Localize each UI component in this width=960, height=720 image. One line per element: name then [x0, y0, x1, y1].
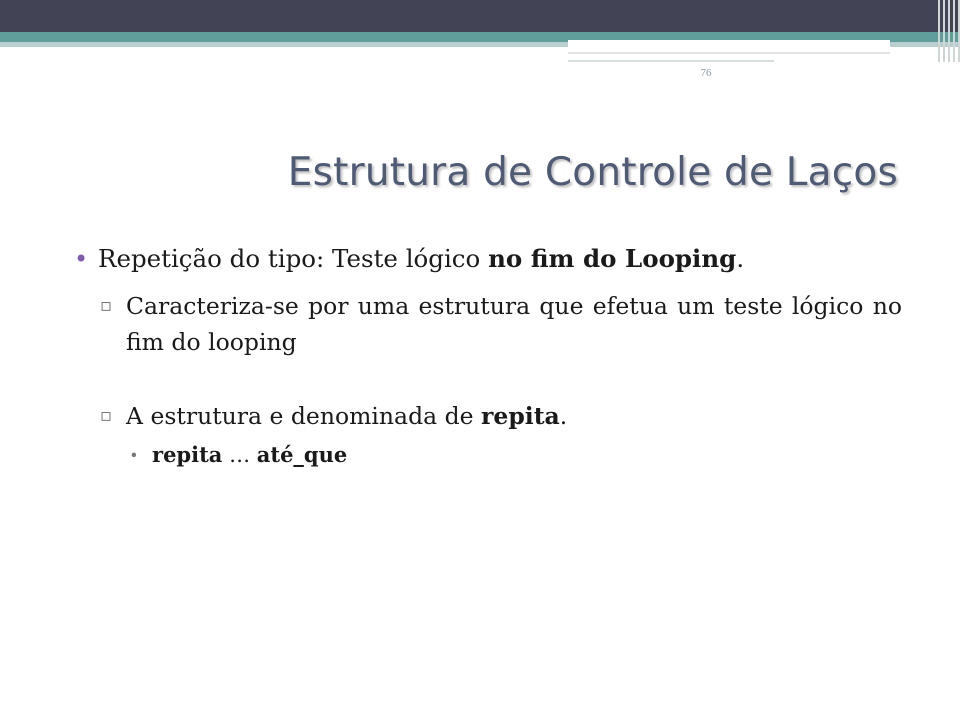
bullet-bold-text: no fim do Looping	[488, 244, 737, 273]
bullet-dot-icon: •	[74, 245, 89, 273]
bullet-text: Caracteriza-se por uma estrutura que efetua um teste lógico no fim do looping	[126, 292, 902, 356]
bullet-square-icon: ▫	[100, 295, 113, 316]
bullet-text: A estrutura e denominada de	[126, 402, 482, 430]
ellipsis-text: …	[222, 443, 257, 467]
top-white-strip	[568, 40, 890, 52]
bullet-level3	[130, 438, 902, 472]
bullet-text: Repetição do tipo: Teste lógico	[98, 244, 489, 273]
bullet-text-end: .	[559, 402, 568, 430]
bullet-square-icon: ▫	[100, 405, 113, 426]
stripe	[948, 0, 950, 62]
keyword-repita: repita	[152, 442, 223, 467]
slide-content	[72, 240, 902, 472]
stripe	[953, 0, 955, 62]
keyword-ate-que: até_que	[256, 442, 348, 467]
top-dark-band	[0, 0, 960, 32]
right-decorative-stripes	[932, 0, 960, 62]
bullet-level2	[100, 398, 902, 434]
bullet-bold-text: repita	[481, 402, 560, 430]
bullet-level1	[72, 240, 902, 278]
page-number: 76	[700, 67, 712, 79]
bullet-level2	[100, 288, 902, 360]
top-thin-line	[568, 52, 890, 54]
bullet-small-dot-icon: ∙	[130, 445, 138, 464]
top-thin-line-secondary	[568, 60, 774, 62]
stripe	[938, 0, 940, 62]
bullet-text-end: .	[736, 244, 745, 273]
stripe	[943, 0, 945, 62]
slide-title: Estrutura de Controle de Laços	[287, 150, 898, 195]
